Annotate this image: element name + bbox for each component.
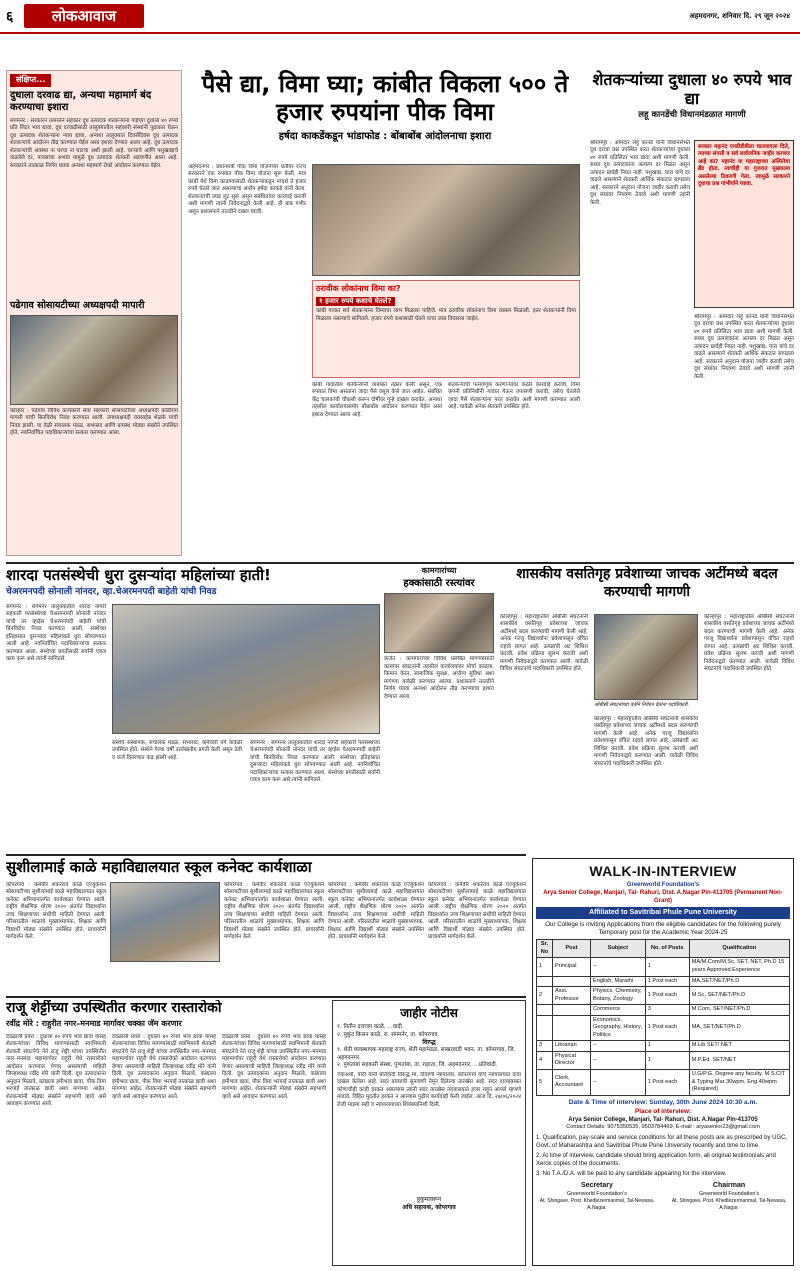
ad-note-1: 1. Qualification, pay-scale and service conditions for all these posts are as prescribed by UGC, Govt. of Maharashtra and Savitribai Phule Pune University recently and time to time. <box>536 1134 788 1149</box>
school-title: सुशीलामाई काळे महाविद्यालयात स्कूल कनेक्ट कार्यशाळा <box>6 858 312 876</box>
raju-subtitle: रवींद्र मोरे : राहुरीत नगर–मनमाड मार्गावर चक्का जॅम करणार <box>6 1018 182 1028</box>
table-row: 1 Principal -- 1 MA/M.Com/M.Sc, SET, NET, Ph.D 15 years Approved Experience <box>537 958 790 976</box>
ad-table <box>536 939 790 1095</box>
kamgar-kicker: कामगारांच्या <box>421 566 457 575</box>
sharda-body: संगमनेर : संगमनेर तालुक्यातील शारदा नागरी सहकारी पतसंस्थेच्या चेअरमनपदी सोनाली नांनदर यांची तर व्हाईस चेअरमनपदी बाहेती यांची बिनविरोध निवड करण्यात आली. संस्थेच्या इतिहासात दुसऱ्यांदा महिलांकडे धुरा सोपवण्यात आली आहे. नवनिर्वाचित पदाधिकाऱ्यांचा सत्कार करण्यात आला. संस्थेच्या प्रगतीसाठी सर्वांनी एकत्र काम करू असे त्यांनी सांगितले. <box>6 604 106 663</box>
lead-inset-box <box>312 280 580 378</box>
brief-sub-title: पढेगाव सोसायटीच्या अध्यक्षपदी मापारी <box>10 299 145 311</box>
walk-in-ad <box>532 858 794 1266</box>
school-body-3: कोपरगाव : कर्मवीर शंकरराव काळे एज्युकेशन सोसायटीच्या सुशीलामाई काळे महाविद्यालयात स्कूल कनेक्ट अभियानांतर्गत कार्यशाळा घेण्यात आली. राष्ट्रीय शैक्षणिक धोरण २०२० अंतर्गत विद्यार्थ्यांना उच्च शिक्षणाच्या संधींची माहिती देण्यात आली. परिसरातील शाळांचे मुख्याध्यापक, शिक्षक आणि विद्यार्थी मोठ्या संख्येने उपस्थित होते. प्राचार्यांनी मार्गदर्शन केले. <box>328 882 424 941</box>
table-row: 5 Clerk, Accountant -- 1 Post each U.G/P.G. Degree any faculty. M.S.CIT & Typing Mar 30wpm, Eng.40wpm (Required) <box>537 1069 790 1095</box>
ad-intro: Our College is inviting Applications from the eligible candidates for the following purely Temporary post for the Academic Year 2024-25 <box>545 920 781 936</box>
notice-body: ज्याअर्थी, वादी यांनी प्रतिवादी विरुद्ध मा. दिवाणी न्यायालय, कोपरगाव यांचे न्यायालयात दावा दाखल केलेला आहे. सदर दाव्याची सुनावणी नेमून दिलेल्या तारखेस आहे. सदर दाव्याबाबत कोणाचीही काही हरकत असल्यास त्यांनी सदर तारखेस न्यायालयात हजर राहून आपले म्हणणे मांडावे. विहित मुदतीत हरकत न आल्यास पुढील कार्यवाही केली जाईल. आज दि. २७/०६/२०२४ रोजी माझ्या सही व न्यायालयाच्या शिक्क्यानिशी दिली. <box>337 1072 521 1108</box>
school-body-2: कोपरगाव : कर्मवीर शंकरराव काळे एज्युकेशन सोसायटीच्या सुशीलामाई काळे महाविद्यालयात स्कूल कनेक्ट अभियानांतर्गत कार्यशाळा घेण्यात आली. राष्ट्रीय शैक्षणिक धोरण २०२० अंतर्गत विद्यार्थ्यांना उच्च शिक्षणाच्या संधींची माहिती देण्यात आली. परिसरातील शाळांचे मुख्याध्यापक, शिक्षक आणि विद्यार्थी मोठ्या संख्येने उपस्थित होते. प्राचार्यांनी मार्गदर्शन केले. <box>224 882 324 941</box>
ad-date: Date & Time of interview: Sunday, 30th June 2024 10:30 a.m. <box>568 1098 758 1106</box>
ad-th-post: Post <box>553 940 591 958</box>
school-body-1: कोपरगाव : कर्मवीर शंकरराव काळे एज्युकेशन सोसायटीच्या सुशीलामाई काळे महाविद्यालयात स्कूल कनेक्ट अभियानांतर्गत कार्यशाळा घेण्यात आली. राष्ट्रीय शैक्षणिक धोरण २०२० अंतर्गत विद्यार्थ्यांना उच्च शिक्षणाच्या संधींची माहिती देण्यात आली. परिसरातील शाळांचे मुख्याध्यापक, शिक्षक आणि विद्यार्थी मोठ्या संख्येने उपस्थित होते. प्राचार्यांनी मार्गदर्शन केले. <box>6 882 106 941</box>
lead-story <box>188 70 582 558</box>
lead-body-3: शेतकऱ्यांची फसवणूक करणाऱ्यांवर कठोर कारवाई करावी, विमा कंपनी प्रतिनिधींनी गावात येऊन तपासणी करावी, तसेच घेतलेले जादा पैसे शेतकऱ्यांना परत करावेत अशी मागणी करण्यात आली आहे. यावेळी अनेक शेतकरी उपस्थित होते. <box>448 382 580 411</box>
brief-body: संगमनेर : सरकारने तत्परतेने सहकार दूध उत्पादक शेतकऱ्यांना गाईच्या दुधाला ४० रुपये प्रति लिटर भाव द्यावा, दूध दरवाढीसाठी तालुक्यातील सहकारी संस्थांनी पुढाकार घेऊन दूध उत्पादक शेतकऱ्यांना न्याय द्यावा, अन्यथा तालुक्यात दिवसेंदिवस दूध उत्पादक शेतकऱ्यांचे आंदोलन तीव्र करण्यात येईल असा इशारा देण्यात आला आहे. दूध उत्पादक शेतकऱ्यांची अवस्था ना घरचा ना घाटचा अशी झाली आहे. चाऱ्याचे आणि पशुखाद्याचे वाढलेले दर, पावसाचा अभाव यामुळे दूध उत्पादक शेतकरी अडचणीत आला आहे. सरकारने तात्काळ निर्णय घ्यावा अन्यथा महामार्ग रोको आंदोलन करण्यात येईल. <box>10 117 178 169</box>
table-row: Economics, Geography, History, Politics 1 Post each MA, SET/NET/Ph.D <box>537 1015 790 1041</box>
hostel-story <box>500 566 794 850</box>
lead-box-body: कांबी गावात सर्व शेतकऱ्यांना विम्याचा लाभ मिळाला पाहिजे. मात्र ठरावीक लोकांनाच विमा रक्कम मिळाली. इतर शेतकऱ्यांनी विमा मिळाला नसल्याचे सांगितले. हजार रुपये कशासाठी घेतले याचा जाब विचारला जाईल. <box>316 308 576 322</box>
hostel-body-3: कोल्हापूर : महाराष्ट्रातील ओबीसी संघटनांनी शासकीय वसतिगृह प्रवेशाच्या जाचक अटींमध्ये बदल करण्याची मागणी केली आहे. अनेक गरजू विद्यार्थ्यांना प्रवेशापासून वंचित राहावे लागत आहे. उत्पन्नाची अट शिथिल करावी, प्रवेश प्रक्रिया सुलभ करावी अशी मागणी निवेदनाद्वारे करण्यात आली. यावेळी विविध संघटनांचे पदाधिकारी उपस्थित होते. <box>704 614 794 673</box>
school-story <box>6 858 526 994</box>
public-notice <box>332 1000 526 1266</box>
sharda-body-2: संस्थेचे संस्थापक, संचालक मंडळ, सभासद, कर्मचारी वर्ग यावेळी उपस्थित होते. संस्थेने गेल्या वर्षी उल्लेखनीय प्रगती केली असून ठेवी व कर्ज वितरणात वाढ झाली आहे. <box>112 740 242 761</box>
ad-title: WALK-IN-INTERVIEW <box>589 863 737 879</box>
ad-th-sr: Sr. No <box>537 940 553 958</box>
notice-line-2: २. मुकुंद किसन काळे, रा. संगमनेर, ता. कोपरगाव. <box>337 1031 440 1038</box>
ad-college: Arya Senior College, Manjari, Tal- Rahuri, Dist. A.Nagar Pin-413705 (Permanent Non-Grant) <box>543 889 783 905</box>
ad-org: Greenworld Foundation's <box>626 881 700 888</box>
lead-photo <box>312 164 580 276</box>
ad-place-label: Place of interview: <box>634 1107 692 1115</box>
raju-body-3: देवळाली प्रवरा : दुधाला ४० रुपये भाव द्यावा यासह शेतकऱ्यांच्या विविध मागण्यांसाठी स्वाभिमानी शेतकरी संघटनेचे नेते राजू शेट्टी यांच्या उपस्थितीत नगर–मनमाड महामार्गावर राहुरी येथे रास्तारोको आंदोलन करण्यात येणार असल्याची माहिती जिल्हाध्यक्ष रवींद्र मोरे यांनी दिली. दूध उत्पादकांना अनुदान मिळावे, कांद्याला हमीभाव द्यावा, पीक विमा भरपाई तात्काळ द्यावी अशा मागण्या आहेत. शेतकऱ्यांनी मोठ्या संख्येने सहभागी व्हावे असे आवाहन करण्यात आले. <box>222 1034 326 1100</box>
ad-contact: Contact Details: 9075350535, 9503784469, E-mail : aryasenior23@gmail.com <box>566 1124 760 1131</box>
table-row: 4 Physical Director -- 1 M.P.Ed. SET/NET <box>537 1051 790 1069</box>
hostel-caption: ओबीसी संघटनांच्या वतीने निवेदन देताना पदाधिकारी. <box>594 702 690 708</box>
raju-body-2: देवळाली प्रवरा : दुधाला ४० रुपये भाव द्यावा यासह शेतकऱ्यांच्या विविध मागण्यांसाठी स्वाभिमानी शेतकरी संघटनेचे नेते राजू शेट्टी यांच्या उपस्थितीत नगर–मनमाड महामार्गावर राहुरी येथे रास्तारोको आंदोलन करण्यात येणार असल्याची माहिती जिल्हाध्यक्ष रवींद्र मोरे यांनी दिली. दूध उत्पादकांना अनुदान मिळावे, कांद्याला हमीभाव द्यावा, पीक विमा भरपाई तात्काळ द्यावी अशा मागण्या आहेत. शेतकऱ्यांनी मोठ्या संख्येने सहभागी व्हावे असे आवाहन करण्यात आले. <box>112 1034 216 1100</box>
notice-title: जाहीर नोटीस <box>400 1006 458 1020</box>
rt-box <box>694 140 794 308</box>
ad-note-2: 2. At time of interview, candidate should bring application form, all original testimonials and Xerox copies of the documents. <box>536 1152 776 1168</box>
sharda-photo <box>112 604 380 734</box>
sharda-body-3: संगमनेर : संगमनेर तालुक्यातील शारदा नागरी सहकारी पतसंस्थेच्या चेअरमनपदी सोनाली नांनदर यांची तर व्हाईस चेअरमनपदी बाहेती यांची बिनविरोध निवड करण्यात आली. संस्थेच्या इतिहासात दुसऱ्यांदा महिलांकडे धुरा सोपवण्यात आली आहे. नवनिर्वाचित पदाधिकाऱ्यांचा सत्कार करण्यात आला. संस्थेच्या प्रगतीसाठी सर्वांनी एकत्र काम करू असे त्यांनी सांगितले. <box>250 740 380 784</box>
ad-secretary: Secretary Greenworld Foundation's At. Shingave, Post. Khedlezermanmal, Tal-Newasa, A.Nagar. <box>539 1182 655 1211</box>
rt-body: श्रीरामपूर : आमदार लहू कानडे यांनी विधानसभेत दूध दराचा प्रश्न उपस्थित करत शेतकऱ्यांच्या दुधाला ४० रुपये प्रतिलिटर भाव द्यावा अशी मागणी केली. सध्या दूध उत्पादकांना अत्यल्प दर मिळत असून उत्पादन खर्चही निघत नाही. पशुखाद्य, चारा यांचे दर वाढले असल्याने शेतकरी आर्थिक संकटात सापडला आहे. सरकारने अनुदान योजना जाहीर करावी तसेच दूध संघांवर नियंत्रण ठेवावे अशी मागणी त्यांनी केली. <box>590 140 690 206</box>
table-row: 2 Asst. Professor Physics, Chemistry, Botany, Zoology 1 Post each M.Sc, SET/NET/Ph.D <box>537 987 790 1005</box>
hostel-body-2: कोल्हापूर : महाराष्ट्रातील ओबीसी संघटनांनी शासकीय वसतिगृह प्रवेशाच्या जाचक अटींमध्ये बदल करण्याची मागणी केली आहे. अनेक गरजू विद्यार्थ्यांना प्रवेशापासून वंचित राहावे लागत आहे. उत्पन्नाची अट शिथिल करावी, प्रवेश प्रक्रिया सुलभ करावी अशी मागणी निवेदनाद्वारे करण्यात आली. यावेळी विविध संघटनांचे पदाधिकारी उपस्थित होते. <box>594 716 698 767</box>
ad-th-subject: Subject <box>591 940 646 958</box>
ad-chairman: Chairman Greenworld Foundation's At. Shingave, Post. Khedlezermanmal, Tal-Newasa, A.Nagar. <box>671 1182 787 1211</box>
school-photo <box>110 882 220 962</box>
notice-line-5: २. पुणतांबा सहकारी संस्था, पुणतांबा, ता. राहाता, जि. अहमदनगर. ...प्रतिवादी. <box>337 1062 498 1069</box>
rt-body-cont: श्रीरामपूर : आमदार लहू कानडे यांनी विधानसभेत दूध दराचा प्रश्न उपस्थित करत शेतकऱ्यांच्या दुधाला ४० रुपये प्रतिलिटर भाव द्यावा अशी मागणी केली. सध्या दूध उत्पादकांना अत्यल्प दर मिळत असून उत्पादन खर्चही निघत नाही. पशुखाद्य, चारा यांचे दर वाढले असल्याने शेतकरी आर्थिक संकटात सापडला आहे. सरकारने अनुदान योजना जाहीर करावी तसेच दूध संघांवर नियंत्रण ठेवावे अशी मागणी त्यांनी केली. <box>694 314 794 380</box>
raju-story <box>6 1000 326 1266</box>
notice-line-1: १. नितीन दत्तात्रय काळे, ...वादी. <box>337 1024 404 1031</box>
brief-sub-body: कोल्हार : पढेगाव विविध कार्यकारी सेवा सहकारी सोसायटीच्या अध्यक्षपदी कोंडीराम मापारी यांची बिनविरोध निवड करण्यात आली. उपाध्यक्षपदी रावसाहेब शेळके यांची निवड झाली. या वेळी संचालक मंडळ, सभासद आणि ग्रामस्थ मोठ्या संख्येने उपस्थित होते. नवनिर्वाचित पदाधिकाऱ्यांचा सत्कार करण्यात आला. <box>10 407 178 437</box>
logo: लोकआवाज <box>24 4 144 28</box>
kamgar-photo <box>384 593 494 653</box>
notice-line-4: १. शेती व्यवस्थापक महाराष्ट्र राज्य, शेती महामंडळ, साखरवाडी भवन, ता. कोपरगाव, जि. अहमदनगर. <box>337 1047 516 1061</box>
rt-box-body: सरकार महानंद एनडीडीबीला चालवायला दिले, त्याच्या संपत्ती व सर्व सार्वजनिक जाहीर करणार आहे का? महानंद या महाराष्ट्राच्या अस्मितेचा ब्रँड होता. त्याचीही या गुजरात मुख्यालय असलेल्या ठिकाणी गेला. त्यामुळे सरकारने दुधाचा प्रश्न गांभीर्याने घ्यावा. <box>698 144 790 188</box>
ad-place: Arya Senior College, Manjari, Tal- Rahuri, Dist. A.Nagar Pin-413705 <box>568 1117 758 1124</box>
table-row: 3 Librarian -- 1 M.Lib SET/ NET <box>537 1041 790 1052</box>
kamgar-title: हक्कांसाठी रस्त्यांवर <box>403 577 475 589</box>
sharda-story <box>6 566 380 850</box>
brief-column <box>6 70 182 556</box>
ad-th-posts: No. of Posts <box>645 940 689 958</box>
brief-title: दुधाला दरवाढ द्या, अन्यथा महामार्ग बंद करण्याचा इशारा <box>10 89 152 114</box>
raju-body-1: देवळाली प्रवरा : दुधाला ४० रुपये भाव द्यावा यासह शेतकऱ्यांच्या विविध मागण्यांसाठी स्वाभिमानी शेतकरी संघटनेचे नेते राजू शेट्टी यांच्या उपस्थितीत नगर–मनमाड महामार्गावर राहुरी येथे रास्तारोको आंदोलन करण्यात येणार असल्याची माहिती जिल्हाध्यक्ष रवींद्र मोरे यांनी दिली. दूध उत्पादकांना अनुदान मिळावे, कांद्याला हमीभाव द्यावा, पीक विमा भरपाई तात्काळ द्यावी अशा मागण्या आहेत. शेतकऱ्यांनी मोठ्या संख्येने सहभागी व्हावे असे आवाहन करण्यात आले. <box>6 1034 106 1108</box>
lead-box-title: ठरावीक लोकांनाच विमा का? <box>316 284 401 293</box>
rt-subtitle: लहू कानडेंची विधानमंडळात मागणी <box>638 110 746 121</box>
lead-body-1: अहमदनगर : प्रधानमंत्री पीक विमा योजनेच्या धर्तीवर राज्य सरकारने एक रुपयात पीक विमा योजना सुरू केली. मात्र कांबी येथे विमा काढण्यासाठी शेतकऱ्यांकडून पाचशे ते हजार रुपये घेतले जात असल्याचा आरोप हर्षदा काकडे यांनी केला. शेतकऱ्यांची उघड लूट सुरू असून संबंधितांवर कारवाई करावी अशी मागणी त्यांनी निवेदनाद्वारे केली आहे. ही बाब गंभीर असून प्रशासनाने तातडीने दखल घ्यावी. <box>188 164 306 215</box>
school-body-4: कोपरगाव : कर्मवीर शंकरराव काळे एज्युकेशन सोसायटीच्या सुशीलामाई काळे महाविद्यालयात स्कूल कनेक्ट अभियानांतर्गत कार्यशाळा घेण्यात आली. राष्ट्रीय शैक्षणिक धोरण २०२० अंतर्गत विद्यार्थ्यांना उच्च शिक्षणाच्या संधींची माहिती देण्यात आली. परिसरातील शाळांचे मुख्याध्यापक, शिक्षक आणि विद्यार्थी मोठ्या संख्येने उपस्थित होते. प्राचार्यांनी मार्गदर्शन केले. <box>428 882 526 941</box>
lead-box-sub: १ हजार रुपये कशाचे घेतले? <box>316 297 395 306</box>
sharda-title: शारदा पतसंस्थेची धुरा दुसऱ्यांदा महिलांच्या हाती! <box>6 566 271 584</box>
hostel-photo <box>594 614 698 700</box>
page-number: ६ <box>6 9 14 25</box>
notice-sign-1: हुकुमावरून <box>416 1196 442 1204</box>
ad-th-qual: Qualification <box>689 940 789 958</box>
raju-title: राजू शेट्टींच्या उपस्थितीत करणार रास्तारोको <box>6 1000 222 1016</box>
hostel-title: शासकीय वसतिगृह प्रवेशाच्या जाचक अटींमध्ये बदल करण्याची मागणी <box>516 566 778 600</box>
kamgar-body: कर्जत : कामगारांच्या विविध प्रलंबित मागण्यांसाठी कामगार संघटनांनी तहसील कार्यालयावर मोर्चा काढला. किमान वेतन, सामाजिक सुरक्षा, आरोग्य सुविधा अशा मागण्या यावेळी करण्यात आल्या. प्रशासनाने तातडीने निर्णय घ्यावा अन्यथा आंदोलन तीव्र करण्याचा इशारा देण्यात आला. <box>384 656 494 700</box>
table-row: Commerce 3 M.Com, SET/NET/Ph.D <box>537 1005 790 1016</box>
notice-sign-2: अधि सहायक, कोपरगाव <box>402 1204 456 1212</box>
ad-affil: Affiliated to Savitribai Phule Pune University <box>536 907 790 918</box>
sharda-subtitle: चेअरमनपदी सोनाली नांनदर, व्हा.चेअरमनपदी बाहेती यांची निवड <box>6 587 217 597</box>
right-top-story <box>590 70 794 558</box>
hostel-body: कोल्हापूर : महाराष्ट्रातील ओबीसी संघटनांनी शासकीय वसतिगृह प्रवेशाच्या जाचक अटींमध्ये बदल करण्याची मागणी केली आहे. अनेक गरजू विद्यार्थ्यांना प्रवेशापासून वंचित राहावे लागत आहे. उत्पन्नाची अट शिथिल करावी, प्रवेश प्रक्रिया सुलभ करावी अशी मागणी निवेदनाद्वारे करण्यात आली. यावेळी विविध संघटनांचे पदाधिकारी उपस्थित होते. <box>500 614 588 673</box>
ad-note-3: 3. No T.A./D.A. will be paid to any candidate appearing for the interview. <box>536 1171 727 1178</box>
lead-subtitle: हर्षदा काकडेंकडून भांडाफोड : बोंबाबोंब आंदोलनाचा इशारा <box>278 130 492 142</box>
table-row: English, Marathi 1 Post each MA,SET/NET/Ph.D <box>537 976 790 987</box>
rt-title: शेतकऱ्यांच्या दुधाला ४० रुपये भाव द्या <box>592 70 792 109</box>
lead-title: पैसे द्या, विमा घ्या; कांबीत विकला ५०० ते हजार रुपयांना पीक विमा <box>201 70 569 127</box>
notice-line-3: विरुद्ध <box>422 1039 436 1047</box>
date-line: अहमदनगर, शनिवार दि. २९ जून २०२४ <box>689 12 790 20</box>
brief-photo <box>10 315 178 405</box>
brief-tag: संक्षिप्त... <box>10 74 51 87</box>
lead-body-2: कांबी गावातील शेतकऱ्यांनी याबाबत तक्रार केली असून, एक रुपयात विमा असताना जादा पैसे वसूल केले जात आहेत. संबंधित केंद्र चालकांची चौकशी करून दोषींवर गुन्हे दाखल करावेत. अन्यथा तहसील कार्यालयासमोर बोंबाबोंब आंदोलन करण्यात येईल असा इशारा देण्यात आला आहे. <box>312 382 442 418</box>
kamgar-story <box>384 566 494 850</box>
masthead <box>0 0 800 62</box>
